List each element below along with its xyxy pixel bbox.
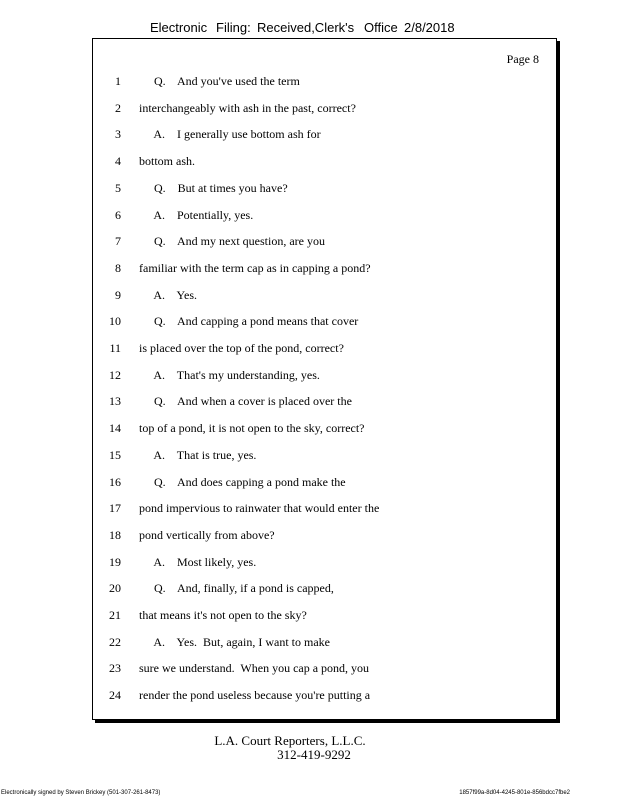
line-number: 5 xyxy=(115,180,121,195)
transcript-line xyxy=(93,581,553,599)
line-number: 16 xyxy=(109,474,121,489)
electronic-signature-note: Electronically signed by Steven Brickey (501-307-261-8473) xyxy=(1,790,161,796)
line-text: A. Most likely, yes. xyxy=(139,554,257,569)
line-number: 8 xyxy=(115,260,121,275)
line-number: 6 xyxy=(115,207,121,222)
line-text: A. That's my understanding, yes. xyxy=(139,367,320,382)
line-number: 24 xyxy=(109,688,121,703)
line-text: Q. But at times you have? xyxy=(139,180,288,195)
line-text: Q. And you've used the term xyxy=(139,74,300,88)
line-number: 19 xyxy=(109,554,121,569)
transcript-line xyxy=(93,528,553,546)
line-number: 4 xyxy=(115,154,121,169)
transcript-line xyxy=(93,394,553,412)
transcript-line xyxy=(93,154,553,172)
line-text: sure we understand. When you cap a pond, you xyxy=(139,661,370,676)
line-text: Q. And capping a pond means that cover xyxy=(139,314,359,329)
transcript-line xyxy=(93,661,553,679)
line-number: 18 xyxy=(109,527,121,542)
footer-company-name: L.A. Court Reporters, L.L.C. xyxy=(214,733,366,748)
line-number: 2 xyxy=(115,100,121,115)
transcript-line xyxy=(93,608,553,626)
transcript-line xyxy=(93,314,553,332)
transcript-line xyxy=(93,421,553,439)
line-text: that means it's not open to the sky? xyxy=(139,608,307,622)
transcript-line xyxy=(93,288,553,306)
line-number: 20 xyxy=(109,581,121,596)
filing-header-date: 2/8/2018 xyxy=(404,20,455,35)
filing-header-word: Office xyxy=(364,20,398,35)
transcript-line xyxy=(93,635,553,653)
filing-header-word: Received,Clerk's xyxy=(257,20,355,35)
line-text: A. That is true, yes. xyxy=(139,447,257,462)
line-number: 22 xyxy=(109,634,121,649)
line-text: bottom ash. xyxy=(139,154,195,169)
line-text: A. Yes. xyxy=(139,287,198,302)
line-text: top of a pond, it is not open to the sky, correct? xyxy=(139,421,365,436)
filing-header xyxy=(0,20,618,38)
transcript-line xyxy=(93,475,553,493)
line-number: 12 xyxy=(109,367,121,382)
line-number: 11 xyxy=(109,341,121,355)
transcript-line xyxy=(93,688,553,706)
transcript-line xyxy=(93,261,553,279)
transcript-line xyxy=(93,234,553,252)
transcript-line xyxy=(93,127,553,145)
line-text: Q. And does capping a pond make the xyxy=(139,474,346,489)
transcript-line xyxy=(93,555,553,573)
line-number: 13 xyxy=(109,394,121,409)
line-text: familiar with the term cap as in capping a pond? xyxy=(139,260,371,275)
line-text: A. Potentially, yes. xyxy=(139,207,254,222)
line-text: A. I generally use bottom ash for xyxy=(139,127,321,142)
line-text: render the pond useless because you're putting a xyxy=(139,688,371,703)
line-number: 15 xyxy=(109,447,121,462)
transcript-line xyxy=(93,181,553,199)
filing-header-word: Filing: xyxy=(216,20,251,35)
line-number: 21 xyxy=(109,608,121,622)
transcript-line xyxy=(93,341,553,359)
footer-phone: 312-419-9292 xyxy=(277,747,351,762)
transcript-line xyxy=(93,501,553,519)
line-number: 3 xyxy=(115,127,121,142)
line-number: 7 xyxy=(115,234,121,249)
page-number: Page 8 xyxy=(506,52,539,66)
line-number: 23 xyxy=(109,661,121,676)
filing-header-word: Electronic xyxy=(150,20,208,35)
line-number: 14 xyxy=(109,421,121,436)
line-number: 9 xyxy=(115,287,121,302)
line-text: Q. And, finally, if a pond is capped, xyxy=(139,581,334,596)
line-text: interchangeably with ash in the past, correct? xyxy=(139,100,356,115)
line-number: 1 xyxy=(115,74,121,88)
transcript-line xyxy=(93,208,553,226)
transcript-line xyxy=(93,74,553,92)
line-text: pond vertically from above? xyxy=(139,527,275,542)
line-text: Q. And when a cover is placed over the xyxy=(139,394,352,409)
transcript-line xyxy=(93,448,553,466)
transcript-line xyxy=(93,101,553,119)
line-number: 10 xyxy=(109,314,121,329)
line-text: is placed over the top of the pond, correct? xyxy=(139,341,344,355)
line-text: pond impervious to rainwater that would enter the xyxy=(139,501,380,516)
document-hash: 1857f99a-8d04-4245-801e-856bdcc7fbe2 xyxy=(459,790,570,796)
transcript-line xyxy=(93,368,553,386)
line-text: Q. And my next question, are you xyxy=(139,234,325,249)
line-number: 17 xyxy=(109,501,121,516)
line-text: A. Yes. But, again, I want to make xyxy=(139,634,330,649)
transcript-page xyxy=(92,38,557,720)
